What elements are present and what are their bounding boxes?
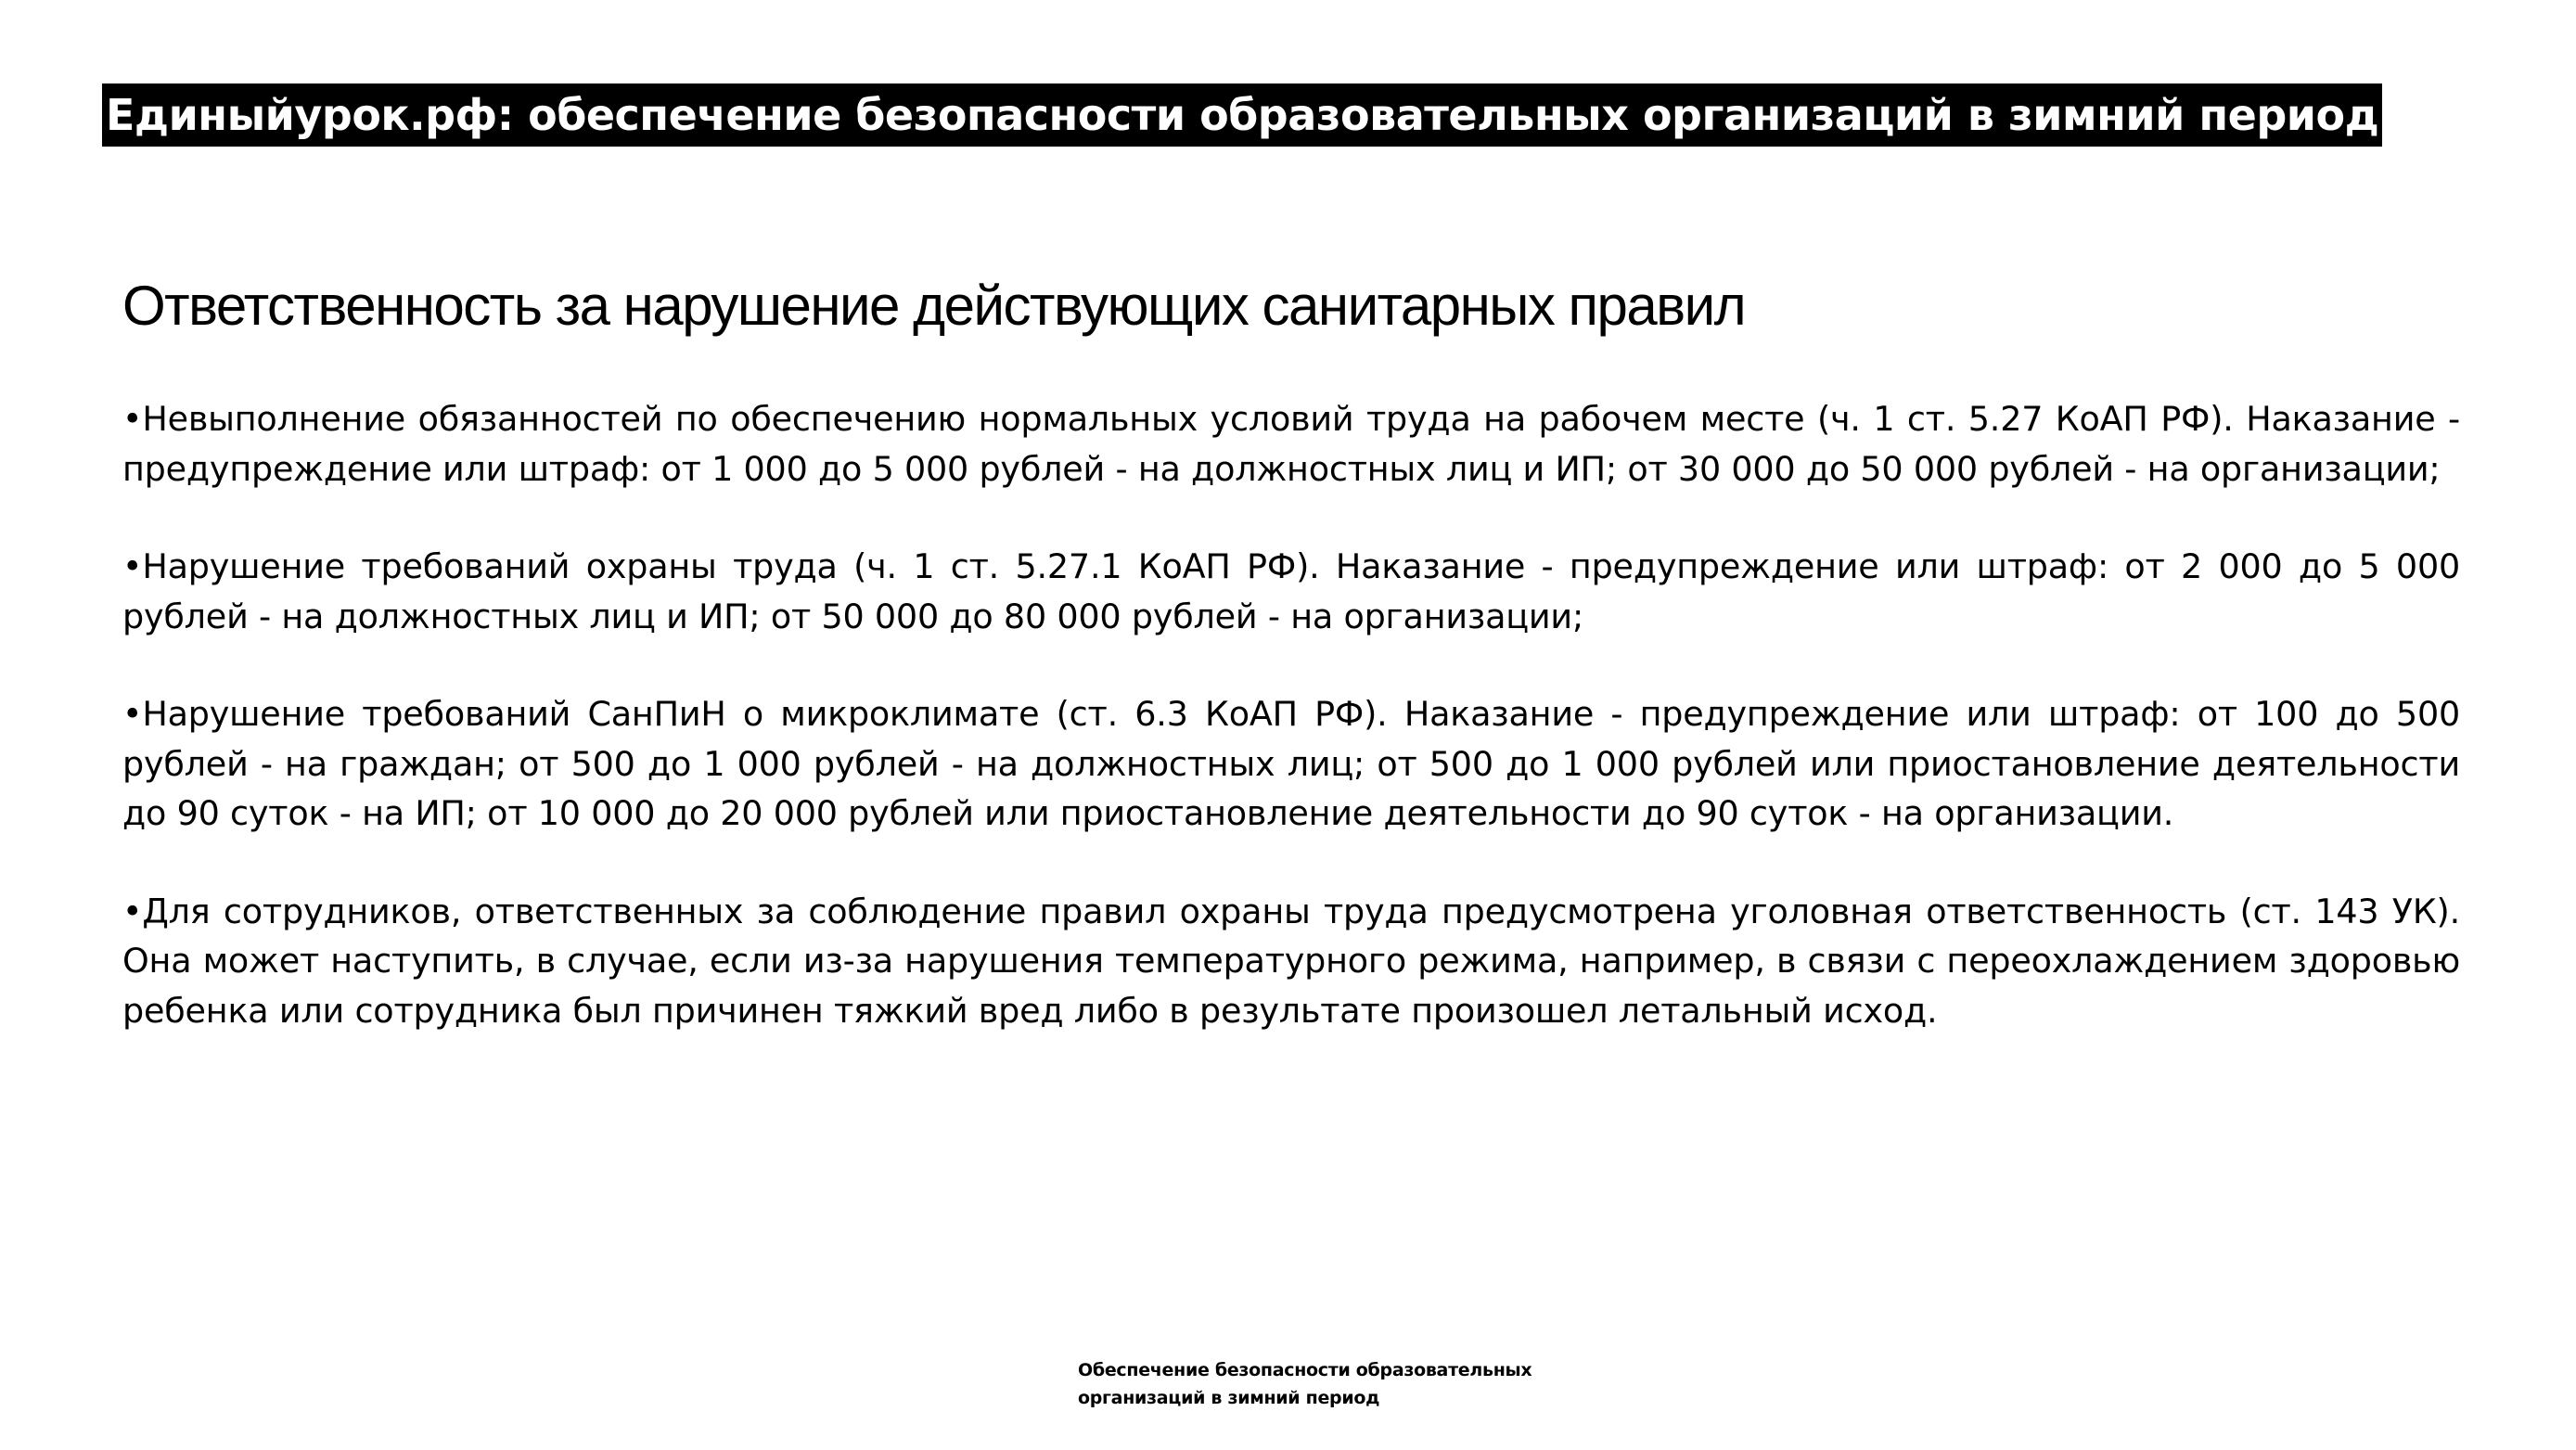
paragraph-labor-conditions: •Невыполнение обязанностей по обеспечению нормальных условий труда на рабочем месте (ч. 1 ст. 5.27 КоАП РФ). Наказание - предупреждение или штраф: от 1 000 до 5 000 рублей - на должностных лиц и ИП; от 30 000 до 50 000 рублей - на организации; xyxy=(122,399,2460,489)
footer-caption xyxy=(1078,1356,1542,1412)
slide-title: Ответственность за нарушение действующих санитарных правил xyxy=(122,275,1746,337)
paragraph-microclimate: •Нарушение требований СанПиН о микроклимате (ст. 6.3 КоАП РФ). Наказание - предупреждение или штраф: от 100 до 500 рублей - на граждан; от 500 до 1 000 рублей - на должностных лиц; от 500 до 1 000 рублей или приостановление деятельности до 90 суток - на ИП; от 10 000 до 20 000 рублей или приостановление деятельности до 90 суток - на организации. xyxy=(122,694,2460,833)
footer-line-2: организаций в зимний период xyxy=(1078,1388,1380,1408)
footer-line-1: Обеспечение безопасности образовательных xyxy=(1078,1360,1532,1380)
header-banner: Единыйурок.рф: обеспечение безопасности образовательных организаций в зимний период xyxy=(102,83,2382,147)
paragraph-criminal-liability: •Для сотрудников, ответственных за соблюдение правил охраны труда предусмотрена уголовная ответственность (ст. 143 УК). Она может наступить, в случае, если из-за нарушения температурного режима, например, в связи с переохлаждением здоровью ребенка или сотрудника был причинен тяжкий вред либо в результате произошел летальный исход. xyxy=(122,891,2460,1031)
slide-content xyxy=(122,394,2460,1035)
paragraph-labor-safety: •Нарушение требований охраны труда (ч. 1 ст. 5.27.1 КоАП РФ). Наказание - предупреждение или штраф: от 2 000 до 5 000 рублей - на должностных лиц и ИП; от 50 000 до 80 000 рублей - на организации; xyxy=(122,546,2460,636)
